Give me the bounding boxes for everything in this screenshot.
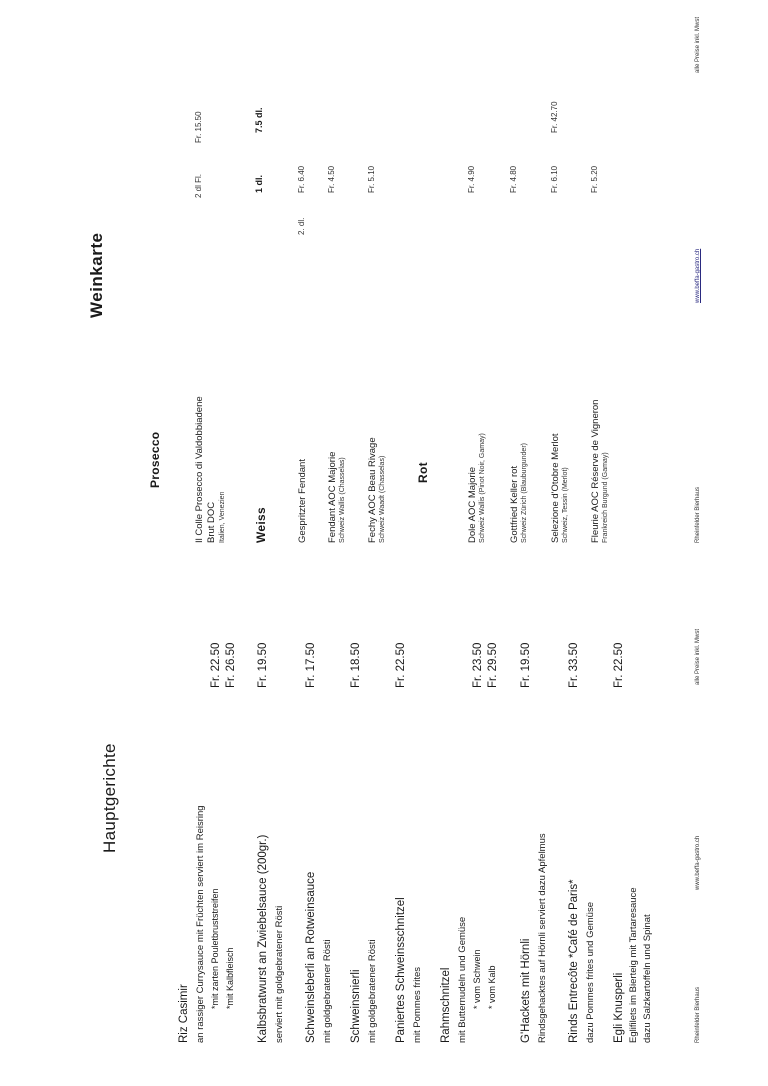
footer-website[interactable]: www.beffa-gastro.ch: [695, 835, 701, 890]
dish-price: Fr. 19.50: [257, 642, 269, 688]
section-heading-prosecco: Prosecco: [148, 431, 162, 488]
dish-name: Kalbsbratwurst an Zwiebelsauce (200gr.): [257, 834, 269, 1043]
dish-price: Fr. 17.50: [305, 642, 317, 688]
wine-title: Weinkarte: [87, 232, 106, 318]
wine-price-1dl: Fr. 4.50: [327, 165, 336, 193]
wine-name-line2: Brut DOC: [206, 501, 217, 543]
dish-name: Rinds Entrecôte *Café de Paris*: [568, 879, 580, 1043]
main-title: Hauptgerichte: [100, 743, 119, 853]
dish-name: Riz Casimir: [178, 984, 190, 1043]
footer-price-note: alle Preise inkl. Mwst: [695, 628, 701, 685]
wine-price-75dl: Fr. 42.70: [550, 101, 559, 133]
wine-origin: Schweiz Wallis (Pinot Noir, Gamay): [479, 433, 486, 543]
wine-name: Il Colle Prosecco di Valdobbiadene: [194, 396, 205, 543]
dish-price: Fr. 19.50: [520, 642, 532, 688]
dish-price: Fr. 18.50: [350, 642, 362, 688]
main-dishes-panel: [0, 500, 768, 1043]
wine-price-1dl: Fr. 6.10: [550, 165, 559, 193]
wine-name: Fendant AOC Majorie: [327, 451, 338, 543]
dish-price: Fr. 22.50: [613, 642, 625, 688]
dish-option: *mit Kalbfleisch: [225, 947, 235, 1009]
wine-name: Fleurie AOC Réserve de Vigneron: [590, 399, 601, 543]
wine-price-1dl: Fr. 4.80: [509, 165, 518, 193]
dish-description: dazu Pommes frites und Gemüse: [585, 902, 596, 1043]
wine-price-1dl: Fr. 5.20: [590, 165, 599, 193]
dish-option: * vom Schwein: [472, 949, 482, 1009]
dish-price: Fr. 33.50: [568, 642, 580, 688]
dish-description: dazu Salzkartoffeln und Spinat: [642, 914, 653, 1043]
dish-description: an rassiger Currysauce mit Früchten serviert im Reisring: [195, 805, 206, 1043]
wine-unit: 2. dl.: [297, 217, 306, 235]
dish-description: mit goldgebratener Rösti: [367, 939, 378, 1043]
section-heading-weiss: Weiss: [254, 507, 268, 543]
wine-origin: Italien, Venezien: [219, 491, 226, 543]
footer-price-note: alle Preise inkl. Mwst: [695, 16, 701, 73]
wine-price-1dl: Fr. 6.40: [297, 165, 306, 193]
wine-origin: Frankreich Burgund (Gamay): [602, 452, 609, 543]
wine-name: Fechy AOC Beau Rivage: [367, 437, 378, 543]
dish-name: Schweinsnierli: [350, 969, 362, 1043]
dish-option: *mit zarten Pouletbruststreifen: [210, 888, 220, 1009]
dish-description: Rindsgehacktes auf Hörnli serviert dazu Apfelmus: [537, 833, 548, 1043]
dish-description: mit Pommes frites: [412, 966, 423, 1043]
wine-name: Dole AOC Majorie: [467, 466, 478, 543]
prosecco-size-header: 2 dl Fl.: [194, 173, 203, 198]
dish-description: Eglifilets im Bierteig mit Tartaresauce: [628, 887, 639, 1043]
dish-name: G'Hackets mit Hörnli: [520, 938, 532, 1043]
wine-name: Selezione d'Otobre Merlot: [550, 433, 561, 543]
dish-description: serviert mit goldgebratener Rösti: [274, 905, 285, 1043]
dish-name: Paniertes Schweinsschnitzel: [395, 897, 407, 1043]
dish-price: Fr. 23.50: [472, 642, 484, 688]
dish-price: Fr. 29.50: [487, 642, 499, 688]
dish-price: Fr. 22.50: [210, 642, 222, 688]
prosecco-price: Fr. 15.50: [194, 111, 203, 143]
dish-price: Fr. 26.50: [225, 642, 237, 688]
column-header-75dl: 7.5 dl.: [254, 107, 264, 133]
wine-price-1dl: Fr. 5.10: [367, 165, 376, 193]
dish-name: Schweinsleberli an Rotweinsauce: [305, 871, 317, 1043]
wine-origin: Schweiz, Tessin (Merlot): [562, 467, 569, 543]
wine-origin: Schweiz Waadt (Chasselas): [379, 455, 386, 543]
column-header-1dl: 1 dl.: [254, 174, 264, 193]
footer-restaurant: Rheinfelder Bierhaus: [695, 986, 701, 1043]
wine-name: Gottfried Keller rot: [509, 465, 520, 543]
wine-origin: Schweiz Zürich (Blauburgunder): [521, 443, 528, 543]
wine-origin: Schweiz Wallis (Chasselas): [339, 457, 346, 543]
section-heading-rot: Rot: [416, 462, 430, 483]
dish-description: mit Butternudeln und Gemüse: [457, 916, 468, 1043]
dish-option: * vom Kalb: [487, 965, 497, 1009]
wine-price-1dl: Fr. 4.90: [467, 165, 476, 193]
dish-name: Egli Knusperli: [613, 972, 625, 1043]
footer-restaurant: Rheinfelder Bierhaus: [695, 486, 701, 543]
dish-description: mit goldgebratener Rösti: [322, 939, 333, 1043]
dish-price: Fr. 22.50: [395, 642, 407, 688]
wine-name: Gespritzter Fendant: [297, 459, 308, 543]
dish-name: Rahmschnitzel: [440, 967, 452, 1043]
footer-website[interactable]: www.beffa-gastro.ch: [695, 248, 701, 303]
